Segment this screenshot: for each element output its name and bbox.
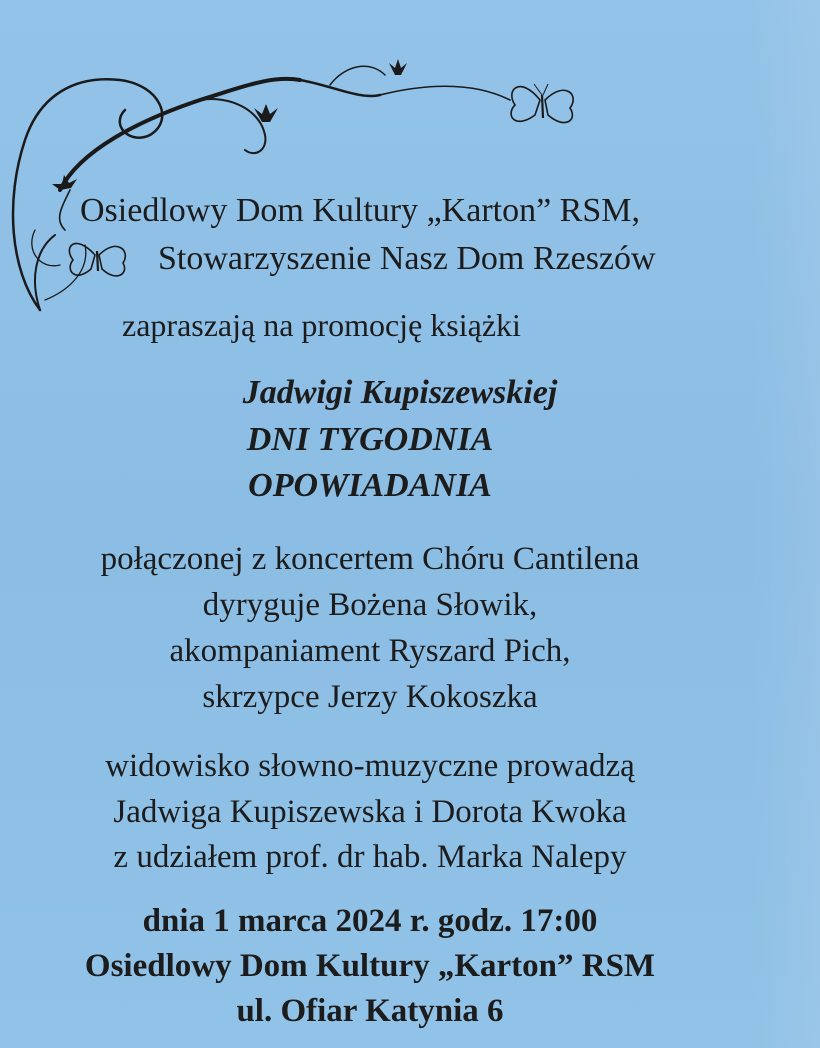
concert-line-1: połączonej z koncertem Chóru Cantilena: [100, 541, 640, 577]
event-address: ul. Ofiar Katynia 6: [236, 993, 504, 1029]
concert-line-3: akompaniament Ryszard Pich,: [169, 633, 571, 669]
concert-line-2: dyryguje Bożena Słowik,: [202, 587, 538, 623]
book-title-line-2: OPOWIADANIA: [248, 467, 492, 504]
floral-swirl-icon: [0, 40, 600, 330]
invitation-text: zapraszają na promocję książki: [122, 307, 521, 343]
butterfly-icon: [511, 84, 573, 123]
show-line-2: Jadwiga Kupiszewska i Dorota Kwoka: [113, 794, 627, 830]
event-date: dnia 1 marca 2024 r. godz. 17:00: [142, 903, 598, 939]
event-venue: Osiedlowy Dom Kultury „Karton” RSM: [84, 948, 656, 984]
concert-line-4: skrzypce Jerzy Kokoszka: [202, 679, 538, 715]
book-author: Jadwigi Kupiszewskiej: [242, 374, 558, 411]
butterfly-icon: [69, 243, 125, 275]
show-line-3: z udziałem prof. dr hab. Marka Nalepy: [113, 839, 627, 875]
page-edge: [750, 0, 820, 1048]
organizer-line-1: Osiedlowy Dom Kultury „Karton” RSM,: [80, 192, 641, 229]
organizer-line-2: Stowarzyszenie Nasz Dom Rzeszów: [158, 240, 656, 277]
book-title-line-1: DNI TYGODNIA: [246, 421, 494, 458]
show-line-1: widowisko słowno-muzyczne prowadzą: [105, 748, 635, 784]
